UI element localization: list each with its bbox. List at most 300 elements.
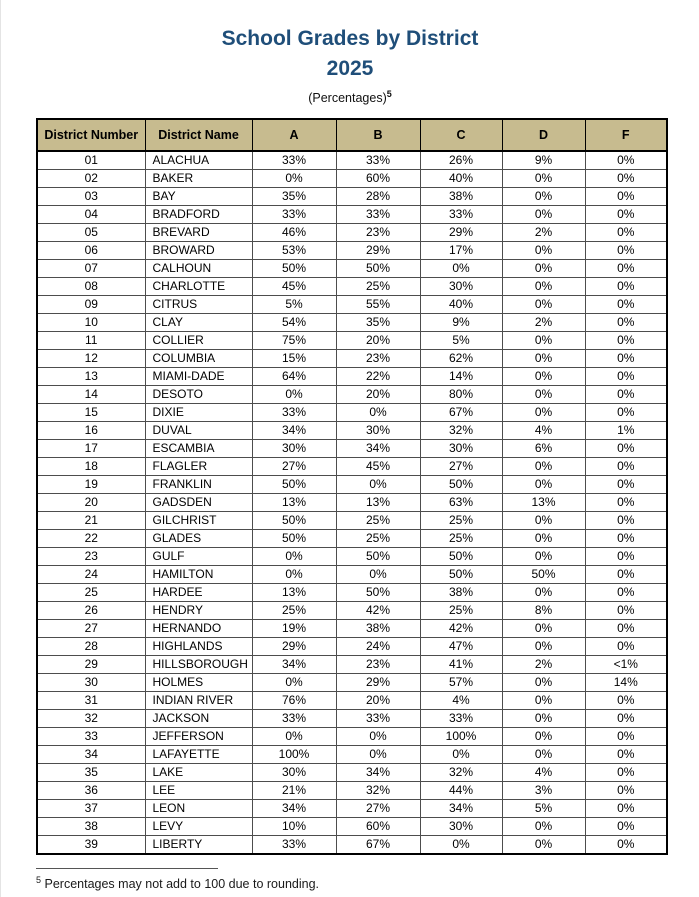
- district-name-cell: CALHOUN: [145, 260, 252, 278]
- grade-d-cell: 0%: [502, 206, 585, 224]
- grade-d-cell: 0%: [502, 620, 585, 638]
- grade-f-cell: 0%: [585, 314, 667, 332]
- table-row: [37, 548, 667, 566]
- grade-c-cell: 32%: [420, 764, 502, 782]
- grade-f-cell: 0%: [585, 638, 667, 656]
- grade-c-cell: 42%: [420, 620, 502, 638]
- grade-f-cell: 0%: [585, 242, 667, 260]
- grade-f-cell: 0%: [585, 458, 667, 476]
- grade-b-cell: 38%: [336, 620, 420, 638]
- grade-c-cell: 33%: [420, 710, 502, 728]
- grade-a-cell: 45%: [252, 278, 336, 296]
- grade-b-cell: 23%: [336, 350, 420, 368]
- district-number-cell: 03: [37, 188, 145, 206]
- grade-c-cell: 32%: [420, 422, 502, 440]
- grade-c-cell: 30%: [420, 440, 502, 458]
- district-number-cell: 06: [37, 242, 145, 260]
- grade-a-cell: 0%: [252, 674, 336, 692]
- district-name-cell: HOLMES: [145, 674, 252, 692]
- grade-a-cell: 10%: [252, 818, 336, 836]
- table-row: [37, 404, 667, 422]
- grade-d-cell: 0%: [502, 476, 585, 494]
- grade-f-cell: 0%: [585, 710, 667, 728]
- table-row: [37, 224, 667, 242]
- table-row: [37, 512, 667, 530]
- grade-c-cell: 0%: [420, 260, 502, 278]
- grade-a-cell: 33%: [252, 206, 336, 224]
- grade-b-cell: 0%: [336, 566, 420, 584]
- grade-c-cell: 26%: [420, 151, 502, 170]
- grade-d-cell: 9%: [502, 151, 585, 170]
- district-number-cell: 22: [37, 530, 145, 548]
- grade-a-cell: 0%: [252, 566, 336, 584]
- grade-c-cell: 100%: [420, 728, 502, 746]
- table-row: [37, 800, 667, 818]
- district-number-cell: 34: [37, 746, 145, 764]
- grade-b-cell: 0%: [336, 404, 420, 422]
- district-name-cell: LEVY: [145, 818, 252, 836]
- grade-f-cell: 0%: [585, 566, 667, 584]
- district-name-cell: LEE: [145, 782, 252, 800]
- district-number-cell: 28: [37, 638, 145, 656]
- district-name-cell: BAKER: [145, 170, 252, 188]
- district-number-cell: 14: [37, 386, 145, 404]
- grade-d-cell: 3%: [502, 782, 585, 800]
- grade-a-cell: 0%: [252, 548, 336, 566]
- footnote-block: [36, 868, 699, 891]
- table-row: [37, 188, 667, 206]
- grade-f-cell: 1%: [585, 422, 667, 440]
- table-row: [37, 440, 667, 458]
- grade-f-cell: 0%: [585, 782, 667, 800]
- grade-d-cell: 4%: [502, 764, 585, 782]
- district-name-cell: GULF: [145, 548, 252, 566]
- grade-a-cell: 50%: [252, 260, 336, 278]
- grade-f-cell: 0%: [585, 296, 667, 314]
- grade-f-cell: 0%: [585, 602, 667, 620]
- grade-a-cell: 33%: [252, 404, 336, 422]
- grade-b-cell: 28%: [336, 188, 420, 206]
- district-name-cell: DIXIE: [145, 404, 252, 422]
- district-number-cell: 10: [37, 314, 145, 332]
- grade-f-cell: 0%: [585, 224, 667, 242]
- grade-a-cell: 100%: [252, 746, 336, 764]
- district-name-cell: BROWARD: [145, 242, 252, 260]
- district-number-cell: 36: [37, 782, 145, 800]
- grade-b-cell: 50%: [336, 584, 420, 602]
- district-number-cell: 21: [37, 512, 145, 530]
- table-row: [37, 260, 667, 278]
- grade-c-cell: 50%: [420, 476, 502, 494]
- district-number-cell: 01: [37, 151, 145, 170]
- district-number-cell: 37: [37, 800, 145, 818]
- table-row: [37, 242, 667, 260]
- grade-a-cell: 33%: [252, 836, 336, 855]
- table-row: [37, 422, 667, 440]
- table-row: [37, 278, 667, 296]
- grade-d-cell: 0%: [502, 674, 585, 692]
- grade-a-cell: 46%: [252, 224, 336, 242]
- grade-a-cell: 0%: [252, 728, 336, 746]
- district-number-cell: 33: [37, 728, 145, 746]
- grade-a-cell: 21%: [252, 782, 336, 800]
- district-number-cell: 13: [37, 368, 145, 386]
- table-row: [37, 782, 667, 800]
- table-row: [37, 728, 667, 746]
- grade-f-cell: 0%: [585, 836, 667, 855]
- grade-a-cell: 13%: [252, 494, 336, 512]
- grade-c-cell: 57%: [420, 674, 502, 692]
- table-row: [37, 620, 667, 638]
- district-name-cell: CITRUS: [145, 296, 252, 314]
- district-name-cell: HILLSBOROUGH: [145, 656, 252, 674]
- grade-a-cell: 34%: [252, 422, 336, 440]
- district-name-cell: JEFFERSON: [145, 728, 252, 746]
- district-name-cell: HAMILTON: [145, 566, 252, 584]
- grade-f-cell: 0%: [585, 206, 667, 224]
- grade-b-cell: 34%: [336, 440, 420, 458]
- grade-b-cell: 24%: [336, 638, 420, 656]
- grade-d-cell: 0%: [502, 386, 585, 404]
- district-number-cell: 31: [37, 692, 145, 710]
- grade-d-cell: 0%: [502, 188, 585, 206]
- district-name-cell: HENDRY: [145, 602, 252, 620]
- grade-b-cell: 67%: [336, 836, 420, 855]
- grade-b-cell: 29%: [336, 674, 420, 692]
- column-header-district-name: District Name: [145, 119, 252, 151]
- grade-d-cell: 0%: [502, 530, 585, 548]
- grade-a-cell: 25%: [252, 602, 336, 620]
- grade-d-cell: 6%: [502, 440, 585, 458]
- grade-a-cell: 13%: [252, 584, 336, 602]
- grade-b-cell: 13%: [336, 494, 420, 512]
- table-row: [37, 638, 667, 656]
- grade-f-cell: 0%: [585, 494, 667, 512]
- grade-b-cell: 42%: [336, 602, 420, 620]
- district-name-cell: GLADES: [145, 530, 252, 548]
- grade-f-cell: 0%: [585, 170, 667, 188]
- grade-c-cell: 4%: [420, 692, 502, 710]
- district-number-cell: 16: [37, 422, 145, 440]
- grade-b-cell: 55%: [336, 296, 420, 314]
- grade-d-cell: 0%: [502, 350, 585, 368]
- table-row: [37, 746, 667, 764]
- grade-a-cell: 50%: [252, 476, 336, 494]
- district-name-cell: MIAMI-DADE: [145, 368, 252, 386]
- grade-a-cell: 75%: [252, 332, 336, 350]
- grade-a-cell: 34%: [252, 656, 336, 674]
- grade-d-cell: 2%: [502, 656, 585, 674]
- grade-a-cell: 0%: [252, 386, 336, 404]
- district-name-cell: LAKE: [145, 764, 252, 782]
- table-row: [37, 332, 667, 350]
- grade-c-cell: 63%: [420, 494, 502, 512]
- district-name-cell: DUVAL: [145, 422, 252, 440]
- grade-b-cell: 50%: [336, 548, 420, 566]
- grade-c-cell: 50%: [420, 566, 502, 584]
- column-header-district-number: District Number: [37, 119, 145, 151]
- district-number-cell: 25: [37, 584, 145, 602]
- grade-f-cell: 0%: [585, 476, 667, 494]
- district-name-cell: CLAY: [145, 314, 252, 332]
- grade-b-cell: 25%: [336, 530, 420, 548]
- grade-d-cell: 5%: [502, 800, 585, 818]
- table-row: [37, 206, 667, 224]
- grade-b-cell: 0%: [336, 746, 420, 764]
- grade-c-cell: 41%: [420, 656, 502, 674]
- grade-b-cell: 60%: [336, 170, 420, 188]
- grade-d-cell: 4%: [502, 422, 585, 440]
- grade-a-cell: 5%: [252, 296, 336, 314]
- table-row: [37, 764, 667, 782]
- grade-c-cell: 0%: [420, 746, 502, 764]
- district-name-cell: HARDEE: [145, 584, 252, 602]
- district-number-cell: 12: [37, 350, 145, 368]
- district-number-cell: 18: [37, 458, 145, 476]
- grade-a-cell: 15%: [252, 350, 336, 368]
- district-name-cell: HIGHLANDS: [145, 638, 252, 656]
- grade-d-cell: 0%: [502, 818, 585, 836]
- district-number-cell: 29: [37, 656, 145, 674]
- subtitle-text: (Percentages): [308, 91, 387, 106]
- grade-a-cell: 29%: [252, 638, 336, 656]
- grade-c-cell: 38%: [420, 584, 502, 602]
- district-name-cell: COLLIER: [145, 332, 252, 350]
- grade-b-cell: 23%: [336, 656, 420, 674]
- grade-d-cell: 0%: [502, 746, 585, 764]
- table-row: [37, 836, 667, 855]
- grade-d-cell: 0%: [502, 368, 585, 386]
- district-number-cell: 32: [37, 710, 145, 728]
- footnote-marker: 5: [36, 875, 42, 886]
- grade-f-cell: 0%: [585, 188, 667, 206]
- grade-d-cell: 0%: [502, 296, 585, 314]
- column-header-c: C: [420, 119, 502, 151]
- table-row: [37, 386, 667, 404]
- grade-f-cell: 0%: [585, 530, 667, 548]
- grade-c-cell: 25%: [420, 512, 502, 530]
- column-header-b: B: [336, 119, 420, 151]
- district-name-cell: BREVARD: [145, 224, 252, 242]
- district-number-cell: 04: [37, 206, 145, 224]
- grade-c-cell: 47%: [420, 638, 502, 656]
- district-name-cell: FLAGLER: [145, 458, 252, 476]
- grade-d-cell: 0%: [502, 242, 585, 260]
- table-header-row: [37, 119, 667, 151]
- grade-f-cell: 0%: [585, 151, 667, 170]
- district-name-cell: JACKSON: [145, 710, 252, 728]
- page-title-year: 2025: [326, 57, 374, 80]
- grade-b-cell: 33%: [336, 710, 420, 728]
- grade-c-cell: 40%: [420, 296, 502, 314]
- district-number-cell: 17: [37, 440, 145, 458]
- grade-f-cell: 0%: [585, 278, 667, 296]
- district-name-cell: ALACHUA: [145, 151, 252, 170]
- grade-a-cell: 33%: [252, 710, 336, 728]
- footnote: [36, 875, 699, 891]
- grades-table: [36, 118, 668, 855]
- grade-f-cell: 0%: [585, 728, 667, 746]
- grade-a-cell: 33%: [252, 151, 336, 170]
- grade-f-cell: 0%: [585, 818, 667, 836]
- grade-b-cell: 20%: [336, 386, 420, 404]
- subtitle-footnote-marker: 5: [386, 89, 392, 99]
- district-number-cell: 20: [37, 494, 145, 512]
- grade-f-cell: 0%: [585, 584, 667, 602]
- grade-c-cell: 30%: [420, 818, 502, 836]
- district-name-cell: DESOTO: [145, 386, 252, 404]
- grade-c-cell: 25%: [420, 602, 502, 620]
- grade-c-cell: 30%: [420, 278, 502, 296]
- grade-b-cell: 25%: [336, 512, 420, 530]
- district-name-cell: COLUMBIA: [145, 350, 252, 368]
- grade-f-cell: 0%: [585, 800, 667, 818]
- document-page: [1, 0, 699, 891]
- grade-b-cell: 45%: [336, 458, 420, 476]
- column-header-a: A: [252, 119, 336, 151]
- grade-f-cell: 0%: [585, 512, 667, 530]
- grade-f-cell: 0%: [585, 764, 667, 782]
- grade-b-cell: 32%: [336, 782, 420, 800]
- district-name-cell: FRANKLIN: [145, 476, 252, 494]
- grade-b-cell: 50%: [336, 260, 420, 278]
- grade-a-cell: 50%: [252, 530, 336, 548]
- table-row: [37, 818, 667, 836]
- table-row: [37, 458, 667, 476]
- grade-f-cell: 0%: [585, 350, 667, 368]
- district-name-cell: LEON: [145, 800, 252, 818]
- table-row: [37, 566, 667, 584]
- grade-d-cell: 0%: [502, 638, 585, 656]
- grade-d-cell: 0%: [502, 332, 585, 350]
- grade-c-cell: 44%: [420, 782, 502, 800]
- grade-f-cell: 0%: [585, 746, 667, 764]
- grade-c-cell: 29%: [420, 224, 502, 242]
- grade-c-cell: 62%: [420, 350, 502, 368]
- grade-f-cell: 0%: [585, 692, 667, 710]
- district-number-cell: 19: [37, 476, 145, 494]
- grade-d-cell: 0%: [502, 692, 585, 710]
- page-subtitle: [1, 89, 699, 105]
- district-name-cell: INDIAN RIVER: [145, 692, 252, 710]
- page-title: School Grades by District: [221, 27, 479, 50]
- district-number-cell: 38: [37, 818, 145, 836]
- grade-d-cell: 50%: [502, 566, 585, 584]
- grade-f-cell: 0%: [585, 404, 667, 422]
- district-name-cell: GADSDEN: [145, 494, 252, 512]
- grade-c-cell: 33%: [420, 206, 502, 224]
- grade-b-cell: 33%: [336, 151, 420, 170]
- grade-b-cell: 25%: [336, 278, 420, 296]
- grade-a-cell: 35%: [252, 188, 336, 206]
- grade-f-cell: 0%: [585, 332, 667, 350]
- grade-a-cell: 30%: [252, 440, 336, 458]
- grade-a-cell: 34%: [252, 800, 336, 818]
- district-number-cell: 11: [37, 332, 145, 350]
- grade-b-cell: 0%: [336, 476, 420, 494]
- table-row: [37, 170, 667, 188]
- grade-c-cell: 17%: [420, 242, 502, 260]
- grade-a-cell: 0%: [252, 170, 336, 188]
- grade-c-cell: 14%: [420, 368, 502, 386]
- district-number-cell: 35: [37, 764, 145, 782]
- grade-b-cell: 34%: [336, 764, 420, 782]
- table-row: [37, 368, 667, 386]
- grade-d-cell: 0%: [502, 548, 585, 566]
- grade-a-cell: 27%: [252, 458, 336, 476]
- district-number-cell: 15: [37, 404, 145, 422]
- district-name-cell: HERNANDO: [145, 620, 252, 638]
- grade-b-cell: 0%: [336, 728, 420, 746]
- grade-d-cell: 0%: [502, 710, 585, 728]
- district-name-cell: CHARLOTTE: [145, 278, 252, 296]
- grade-d-cell: 13%: [502, 494, 585, 512]
- table-row: [37, 692, 667, 710]
- grade-f-cell: 0%: [585, 260, 667, 278]
- grade-c-cell: 38%: [420, 188, 502, 206]
- grade-b-cell: 27%: [336, 800, 420, 818]
- grade-c-cell: 80%: [420, 386, 502, 404]
- grade-b-cell: 60%: [336, 818, 420, 836]
- district-number-cell: 23: [37, 548, 145, 566]
- table-row: [37, 494, 667, 512]
- grade-c-cell: 0%: [420, 836, 502, 855]
- grade-d-cell: 0%: [502, 404, 585, 422]
- column-header-d: D: [502, 119, 585, 151]
- grade-d-cell: 0%: [502, 260, 585, 278]
- district-number-cell: 26: [37, 602, 145, 620]
- grade-f-cell: 0%: [585, 620, 667, 638]
- district-number-cell: 39: [37, 836, 145, 855]
- grade-d-cell: 2%: [502, 314, 585, 332]
- table-row: [37, 584, 667, 602]
- grade-f-cell: <1%: [585, 656, 667, 674]
- column-header-f: F: [585, 119, 667, 151]
- grade-c-cell: 34%: [420, 800, 502, 818]
- footnote-text: Percentages may not add to 100 due to rounding.: [44, 877, 319, 892]
- grade-d-cell: 0%: [502, 458, 585, 476]
- grade-d-cell: 0%: [502, 278, 585, 296]
- grade-a-cell: 53%: [252, 242, 336, 260]
- grade-d-cell: 0%: [502, 728, 585, 746]
- grade-c-cell: 67%: [420, 404, 502, 422]
- grade-f-cell: 0%: [585, 368, 667, 386]
- district-number-cell: 30: [37, 674, 145, 692]
- district-number-cell: 09: [37, 296, 145, 314]
- district-number-cell: 07: [37, 260, 145, 278]
- district-name-cell: BAY: [145, 188, 252, 206]
- grade-c-cell: 50%: [420, 548, 502, 566]
- grade-d-cell: 0%: [502, 512, 585, 530]
- grade-c-cell: 40%: [420, 170, 502, 188]
- footnote-separator: [36, 868, 218, 869]
- district-name-cell: BRADFORD: [145, 206, 252, 224]
- grade-a-cell: 30%: [252, 764, 336, 782]
- district-name-cell: LIBERTY: [145, 836, 252, 855]
- grade-b-cell: 29%: [336, 242, 420, 260]
- table-row: [37, 530, 667, 548]
- grade-a-cell: 50%: [252, 512, 336, 530]
- grade-b-cell: 20%: [336, 692, 420, 710]
- district-number-cell: 27: [37, 620, 145, 638]
- grade-c-cell: 5%: [420, 332, 502, 350]
- grade-a-cell: 76%: [252, 692, 336, 710]
- district-number-cell: 05: [37, 224, 145, 242]
- grade-f-cell: 0%: [585, 548, 667, 566]
- district-name-cell: GILCHRIST: [145, 512, 252, 530]
- grade-b-cell: 23%: [336, 224, 420, 242]
- table-row: [37, 296, 667, 314]
